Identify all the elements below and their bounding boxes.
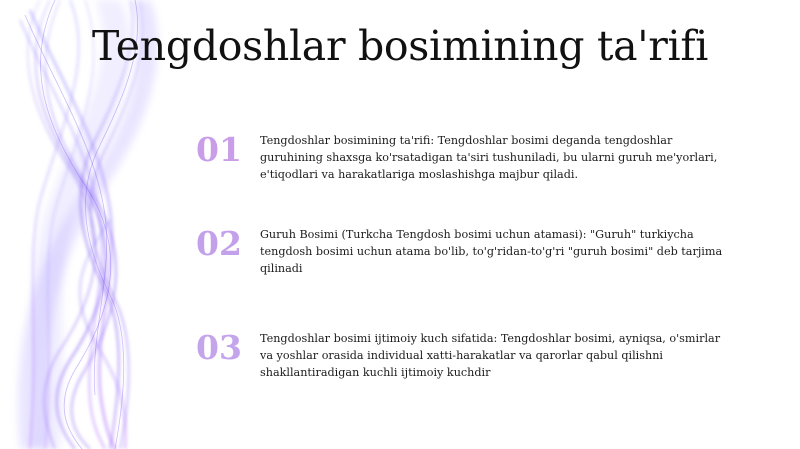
item-text: Tengdoshlar bosimining ta'rifi: Tengdoshlar bosimi deganda tengdoshlar guruhining shaxsga ko'rsatadigan ta'siri tushuniladi, bu ularni guruh me'yorlari, e'tiqodlari va harakatlariga moslashishga majbur qiladi.: [260, 134, 718, 181]
list-item: [196, 130, 756, 200]
list-item: [196, 224, 756, 294]
item-number: 03: [196, 328, 242, 367]
slide-title: Tengdoshlar bosimining ta'rifi: [91, 22, 709, 70]
item-text: Guruh Bosimi (Turkcha Tengdosh bosimi uchun atamasi): "Guruh" turkiycha tengdosh bosimi uchun atama bo'lib, to'g'ridan-to'g'ri "guruh bosimi" deb tarjima qilinadi: [260, 228, 723, 275]
list-item: [196, 328, 756, 398]
item-number: 01: [196, 130, 242, 169]
item-number: 02: [196, 224, 242, 263]
item-text: Tengdoshlar bosimi ijtimoiy kuch sifatida: Tengdoshlar bosimi, ayniqsa, o'smirlar va yoshlar orasida individual xatti-harakatlar va qarorlar qabul qilishni shakllantiradigan kuchli ijtimoiy kuchdir: [260, 332, 721, 379]
